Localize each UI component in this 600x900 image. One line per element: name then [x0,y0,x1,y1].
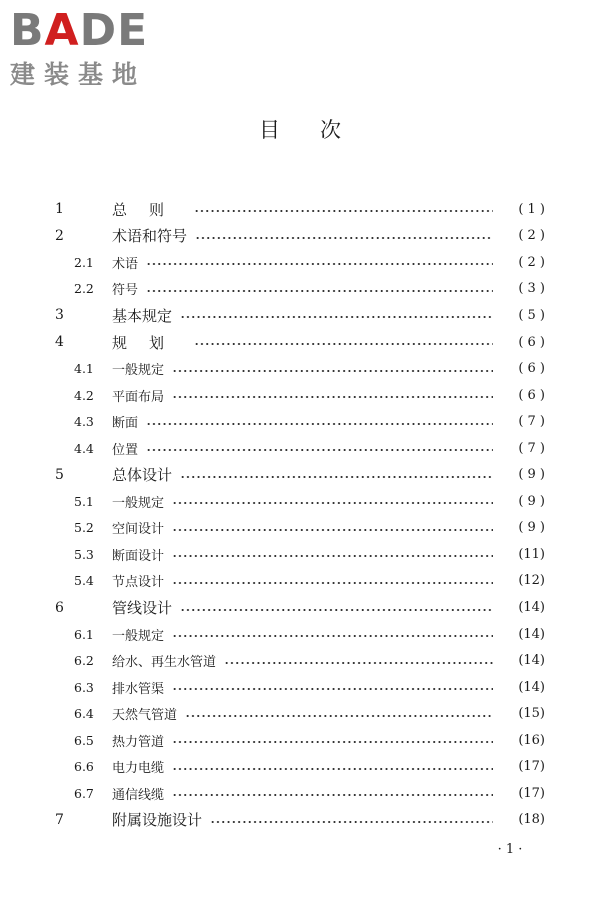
logo-wordmark-part: B [10,5,45,56]
toc-entry-title: 断面 [112,416,139,432]
toc-dot-leader [224,662,493,664]
toc-entry[interactable] [0,647,600,674]
toc-entry-number: 4.4 [74,440,94,456]
toc-dot-leader [172,741,493,743]
toc-entry[interactable] [0,700,600,727]
toc-entry-page: ( 2 ) [518,228,545,244]
toc-entry-title: 热力管道 [112,734,165,750]
logo-wordmark-accent: A [44,5,80,56]
toc-dot-leader [172,529,493,531]
toc-entry-title: 排水管渠 [112,681,165,697]
toc-entry-title: 符号 [112,283,139,299]
toc-dot-leader [172,582,493,584]
toc-entry-number: 6.6 [74,759,94,775]
toc-dot-leader [194,210,493,212]
toc-entry-number: 5 [55,466,64,483]
toc-entry-page: (16) [518,732,545,748]
toc-entry-number: 4 [55,334,64,350]
toc-dot-leader [180,476,493,478]
toc-dot-leader [172,794,493,796]
toc-entry-page: ( 6 ) [518,334,545,350]
toc-entry-title: 总体设计 [112,466,173,485]
toc-dot-leader [172,502,493,504]
toc-entry-page: ( 2 ) [518,254,545,270]
toc-entry-title: 节点设计 [112,575,165,591]
toc-entry-page: ( 3 ) [518,281,545,297]
toc-entry[interactable] [0,488,600,515]
toc-entry-title: 规划 [112,333,187,352]
toc-entry-title: 断面设计 [112,548,165,564]
toc-entry[interactable] [0,754,600,781]
toc-entry[interactable] [0,276,600,303]
toc-entry[interactable] [0,329,600,356]
toc-entry-number: 5.3 [74,546,94,562]
toc-entry[interactable] [0,515,600,542]
toc-entry-title: 术语 [112,256,139,272]
toc-entry-number: 6 [55,599,64,616]
toc-entry[interactable] [0,621,600,648]
toc-entry[interactable] [0,807,600,834]
toc-entry-page: ( 7 ) [518,440,545,456]
toc-entry-number: 6.7 [74,785,94,801]
toc-entry-title: 通信线缆 [112,787,165,803]
toc-entry[interactable] [0,408,600,435]
toc-entry-number: 2 [55,227,64,244]
toc-entry-page: (12) [518,573,545,589]
toc-entry[interactable] [0,435,600,462]
toc-dot-leader [210,821,493,823]
toc-entry-title: 总则 [112,200,187,219]
logo-wordmark-part: DE [79,5,149,56]
toc-dot-leader [146,449,493,451]
toc-entry-title: 管线设计 [112,599,173,617]
toc-entry[interactable] [0,674,600,701]
toc-entry-page: (18) [518,812,545,828]
toc-entry-title: 位置 [112,442,139,458]
toc-dot-leader [172,370,493,372]
toc-entry-number: 2.2 [74,281,94,297]
toc-entry[interactable] [0,727,600,754]
toc-entry-title: 电力电缆 [112,761,165,777]
toc-entry-page: ( 9 ) [518,467,545,483]
toc-dot-leader [185,715,493,717]
toc-entry-title: 附属设施设计 [112,811,203,830]
toc-entry-number: 4.1 [74,361,94,377]
toc-entry-number: 6.3 [74,679,94,695]
toc-entry-number: 5.1 [74,493,94,509]
toc-entry-number: 2.1 [74,254,94,270]
toc-entry-page: ( 9 ) [518,520,545,536]
toc-dot-leader [195,237,493,239]
toc-entry-number: 7 [55,811,64,828]
toc-entry-page: ( 5 ) [518,307,545,323]
toc-entry-number: 5.4 [74,573,94,589]
toc-entry-number: 6.2 [74,653,94,669]
toc-entry-page: (14) [518,626,545,642]
toc-dot-leader [146,263,493,265]
toc-entry-number: 1 [55,201,64,218]
toc-entry-number: 3 [55,307,64,324]
toc-dot-leader [172,396,493,398]
logo-subtitle: 建装基地 [10,60,147,89]
toc-entry-title: 基本规定 [112,306,173,325]
toc-entry-page: ( 6 ) [518,387,545,403]
toc-entry[interactable] [0,594,600,621]
toc-entry-number: 6.1 [74,626,94,642]
toc-entry[interactable] [0,355,600,382]
toc-dot-leader [172,635,493,637]
toc-entry[interactable] [0,249,600,276]
toc-entry-number: 4.3 [74,414,94,430]
toc-dot-leader [180,609,493,611]
toc-entry[interactable] [0,541,600,568]
toc-entry-title: 给水、再生水管道 [112,655,217,671]
toc-entry-page: (14) [518,600,545,615]
toc-entry-page: ( 9 ) [518,493,545,509]
toc-dot-leader [180,316,493,318]
toc-entry-page: (17) [518,785,545,801]
toc-dot-leader [172,688,493,690]
toc-entry[interactable] [0,382,600,409]
toc-entry-page: ( 6 ) [518,361,545,377]
brand-logo [10,6,180,96]
toc-entry-page: (17) [518,759,545,775]
toc-dot-leader [172,768,493,770]
toc-entry-page: ( 7 ) [518,414,545,430]
toc-entry-title: 空间设计 [112,522,165,538]
toc-entry-number: 4.2 [74,387,94,403]
toc-entry-title: 一般规定 [112,628,165,644]
toc-dot-leader [194,343,493,345]
toc-dot-leader [172,555,493,557]
toc-dot-leader [146,423,493,425]
toc-dot-leader [146,290,493,292]
toc-entry-number: 5.2 [74,520,94,536]
toc-entry-title: 术语和符号 [112,227,188,246]
toc-entry-page: (11) [518,546,545,562]
toc-entry[interactable] [0,462,600,489]
toc-entry-title: 天然气管道 [112,708,178,724]
logo-wordmark [10,6,180,56]
toc-entry-title: 平面布局 [112,389,165,405]
toc-entry-page: (15) [518,706,545,722]
page-title: 目次 [259,118,381,142]
toc-entry-title: 一般规定 [112,363,165,379]
toc-entry-number: 6.5 [74,732,94,748]
toc-entry-number: 6.4 [74,706,94,722]
toc-entry-page: (14) [518,653,545,669]
toc-entry[interactable] [0,302,600,329]
toc-entry[interactable] [0,780,600,807]
page-number: · 1 · [497,842,523,857]
toc-entry[interactable] [0,223,600,250]
toc-entry-title: 一般规定 [112,495,165,511]
toc-entry-page: ( 1 ) [518,201,545,217]
toc-entry[interactable] [0,196,600,223]
toc-entry[interactable] [0,568,600,595]
toc-entry-page: (14) [518,679,545,695]
